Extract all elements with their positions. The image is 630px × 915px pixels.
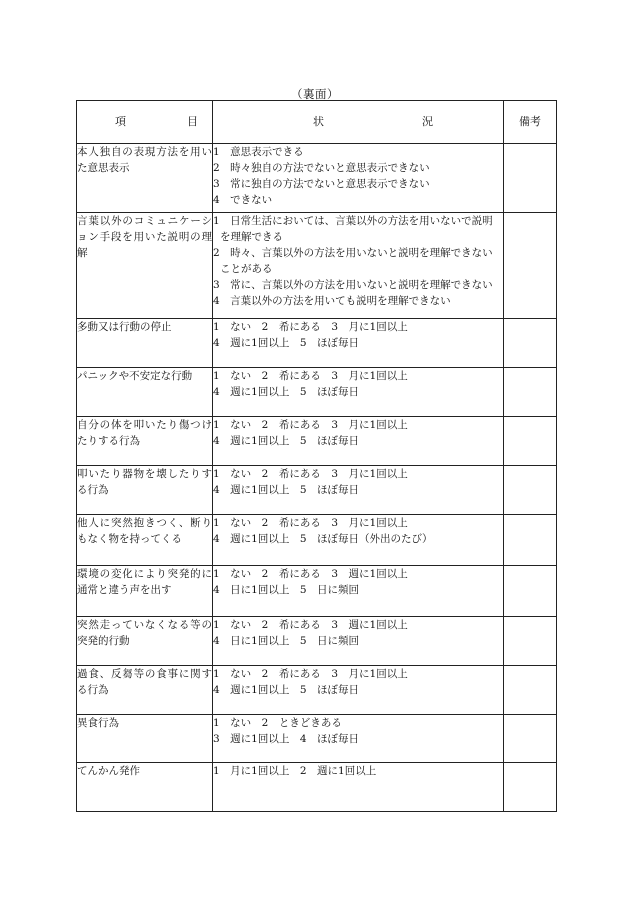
item-cell: パニックや不安定な行動: [77, 368, 213, 417]
remarks-cell: [504, 666, 557, 715]
remarks-cell: [504, 715, 557, 763]
remarks-cell: [504, 319, 557, 368]
status-cell: [213, 763, 504, 812]
status-option: 1 ない 2 希にある 3 月に1回以上: [213, 517, 408, 529]
status-cell: [213, 213, 504, 319]
table-row: [77, 368, 557, 417]
remarks-cell: [504, 763, 557, 812]
item-cell: 他人に突然抱きつく、断りもなく物を持ってくる: [77, 515, 213, 566]
table-row: [77, 566, 557, 617]
status-option: 1 ない 2 希にある 3 月に1回以上: [213, 370, 408, 382]
status-cell: [213, 368, 504, 417]
status-option: 1 ない 2 希にある 3 週に1回以上: [213, 619, 408, 631]
table-row: [77, 213, 557, 319]
item-cell: 過食、反芻等の食事に関する行為: [77, 666, 213, 715]
item-cell: 叩いたり器物を壊したりする行為: [77, 466, 213, 515]
table-row: [77, 515, 557, 566]
status-cell: [213, 617, 504, 666]
remarks-cell: [504, 515, 557, 566]
item-cell: 環境の変化により突発的に通常と違う声を出す: [77, 566, 213, 617]
header-item: 項 目: [77, 101, 213, 144]
status-option: 3 常に独自の方法でないと意思表示できない: [213, 178, 430, 190]
assessment-table: [76, 100, 557, 812]
status-option: 4 週に1回以上 5 ほぼ毎日: [213, 337, 360, 349]
remarks-cell: [504, 617, 557, 666]
table-row: [77, 319, 557, 368]
item-cell: 自分の体を叩いたり傷つけたりする行為: [77, 417, 213, 466]
status-option: 4 週に1回以上 5 ほぼ毎日: [213, 386, 360, 398]
remarks-cell: [504, 368, 557, 417]
remarks-cell: [504, 144, 557, 213]
status-option: 4 日に1回以上 5 日に頻回: [213, 584, 360, 596]
item-cell: 異食行為: [77, 715, 213, 763]
status-cell: [213, 417, 504, 466]
status-option: 4 週に1回以上 5 ほぼ毎日: [213, 684, 360, 696]
item-cell: 多動又は行動の停止: [77, 319, 213, 368]
status-option: 3 常に、言葉以外の方法を用いないと説明を理解できない: [213, 279, 493, 291]
status-cell: [213, 319, 504, 368]
status-option: 4 できない: [213, 194, 273, 206]
status-option: 1 ない 2 希にある 3 月に1回以上: [213, 419, 408, 431]
table-row: [77, 715, 557, 763]
status-cell: [213, 466, 504, 515]
table-row: [77, 617, 557, 666]
status-option: 1 日常生活においては、言葉以外の方法を用いないで説明を理解できる: [213, 215, 493, 243]
status-option: 1 ない 2 希にある 3 月に1回以上: [213, 668, 408, 680]
header-status: 状 況: [213, 101, 504, 144]
status-option: 4 言葉以外の方法を用いても説明を理解できない: [213, 295, 451, 307]
item-cell: 言葉以外のコミュニケーション手段を用いた説明の理解: [77, 213, 213, 319]
status-cell: [213, 144, 504, 213]
status-option: 1 ない 2 希にある 3 月に1回以上: [213, 468, 408, 480]
status-option: 3 週に1回以上 4 ほぼ毎日: [213, 733, 360, 745]
status-cell: [213, 515, 504, 566]
remarks-cell: [504, 213, 557, 319]
status-cell: [213, 566, 504, 617]
table-row: [77, 763, 557, 812]
table-row: [77, 466, 557, 515]
status-option: 1 意思表示できる: [213, 146, 304, 158]
header-row: [77, 101, 557, 144]
status-option: 1 ない 2 ときどきある: [213, 717, 342, 729]
status-cell: [213, 715, 504, 763]
table-row: [77, 417, 557, 466]
item-cell: 突然走っていなくなる等の突発的行動: [77, 617, 213, 666]
status-option: 2 時々独自の方法でないと意思表示できない: [213, 162, 430, 174]
remarks-cell: [504, 566, 557, 617]
status-option: 4 日に1回以上 5 日に頻回: [213, 635, 360, 647]
status-cell: [213, 666, 504, 715]
remarks-cell: [504, 417, 557, 466]
remarks-cell: [504, 466, 557, 515]
status-option: 4 週に1回以上 5 ほぼ毎日（外出のたび）: [213, 533, 433, 545]
item-cell: てんかん発作: [77, 763, 213, 812]
table-row: [77, 666, 557, 715]
status-option: 2 時々、言葉以外の方法を用いないと説明を理解できないことがある: [213, 247, 493, 275]
page-heading: （裏面）: [291, 87, 339, 101]
status-option: 4 週に1回以上 5 ほぼ毎日: [213, 435, 360, 447]
status-option: 1 ない 2 希にある 3 月に1回以上: [213, 321, 408, 333]
status-option: 4 週に1回以上 5 ほぼ毎日: [213, 484, 360, 496]
item-cell: 本人独自の表現方法を用いた意思表示: [77, 144, 213, 213]
status-option: 1 月に1回以上 2 週に1回以上: [213, 765, 377, 777]
table-row: [77, 144, 557, 213]
status-option: 1 ない 2 希にある 3 週に1回以上: [213, 568, 408, 580]
header-remarks: 備考: [504, 101, 557, 144]
